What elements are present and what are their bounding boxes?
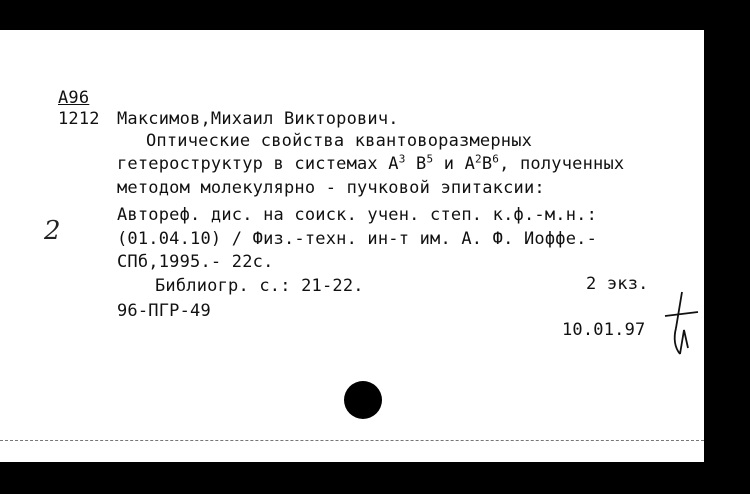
date-stamp: 10.01.97 [562,320,646,340]
author-name: Максимов,Михаил Викторович. [117,109,399,129]
imprint: СПб,1995.- 22с. [117,252,274,272]
punch-hole [344,381,382,419]
title-line-1: Оптические свойства квантоворазмерных [146,131,533,151]
title-line-3: методом молекулярно - пучковой эпитаксии: [117,178,545,198]
number-code: 96-ПГР-49 [117,301,211,321]
title-line-2: гетероструктур в системах $А^3$ $В^5$ и $А^2В^6$, полученных [117,152,625,174]
catalog-card [0,30,704,462]
title-line-4: Автореф. дис. на соиск. учен. степ. к.ф.-м.н.: [117,205,598,225]
margin-handwritten-mark: 2 [44,216,61,246]
card-edge-divider [0,440,704,441]
call-number: А96 [58,88,90,108]
handwritten-signature-icon [662,288,702,358]
bibliography-note: Библиогр. с.: 21-22. [155,276,364,296]
title-line-5: (01.04.10) / Физ.-техн. ин-т им. А. Ф. Иоффе.- [117,229,598,249]
entry-number: 1212 [58,109,100,129]
copies-count: 2 экз. [586,274,649,294]
